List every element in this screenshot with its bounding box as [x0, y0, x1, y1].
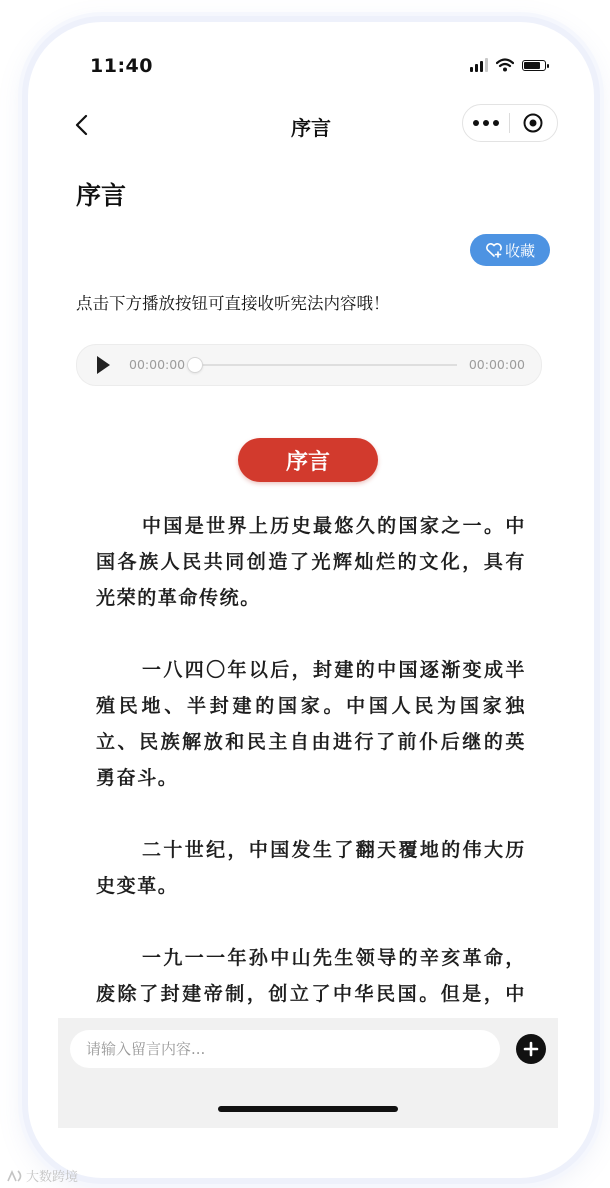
watermark	[6, 1166, 78, 1185]
audio-duration: 00:00:00	[468, 357, 525, 372]
play-icon[interactable]	[97, 356, 110, 374]
mini-program-capsule	[462, 104, 558, 142]
comment-input[interactable]	[70, 1030, 500, 1068]
status-time: 11:40	[90, 55, 153, 77]
status-bar	[28, 22, 594, 82]
battery-icon	[522, 60, 546, 71]
watermark-text: 大数跨境	[26, 1170, 79, 1185]
nav-title: 序言	[291, 116, 331, 140]
more-icon[interactable]	[463, 105, 509, 141]
signal-icon	[470, 58, 488, 72]
audio-player	[76, 344, 542, 386]
home-indicator	[218, 1106, 398, 1112]
navigation-bar	[28, 100, 594, 148]
article-paragraph: 中国是世界上历史最悠久的国家之一。中国各族人民共同创造了光辉灿烂的文化，具有光荣的革命传统。	[96, 515, 526, 609]
article-paragraph: 一八四〇年以后，封建的中国逐渐变成半殖民地、半封建的国家。中国人民为国家独立、民族解放和民主自由进行了前仆后继的英勇奋斗。	[96, 659, 526, 789]
section-title-badge: 序言	[238, 438, 378, 482]
favorite-button[interactable]	[470, 234, 550, 266]
heart-plus-icon	[485, 242, 503, 258]
watermark-logo-icon	[6, 1169, 24, 1183]
status-icons	[470, 58, 546, 72]
audio-progress-track[interactable]	[195, 364, 457, 366]
wifi-icon	[496, 58, 514, 72]
page-title: 序言	[76, 181, 127, 210]
close-target-icon[interactable]	[510, 105, 556, 141]
phone-frame	[22, 16, 600, 1184]
add-comment-button[interactable]	[516, 1034, 546, 1064]
article-paragraph: 一九一一年孙中山先生领导的辛亥革命，废除了封建帝制，创立了中华民国。但是，中	[96, 947, 526, 1005]
audio-progress-knob[interactable]	[187, 357, 203, 373]
audio-hint-text: 点击下方播放按钮可直接收听宪法内容哦！	[76, 294, 390, 313]
audio-current-time: 00:00:00	[129, 357, 186, 372]
article-paragraph: 二十世纪，中国发生了翻天覆地的伟大历史变革。	[96, 839, 526, 897]
plus-icon	[522, 1040, 540, 1058]
favorite-label: 收藏	[504, 241, 535, 260]
comment-bar	[58, 1018, 558, 1128]
